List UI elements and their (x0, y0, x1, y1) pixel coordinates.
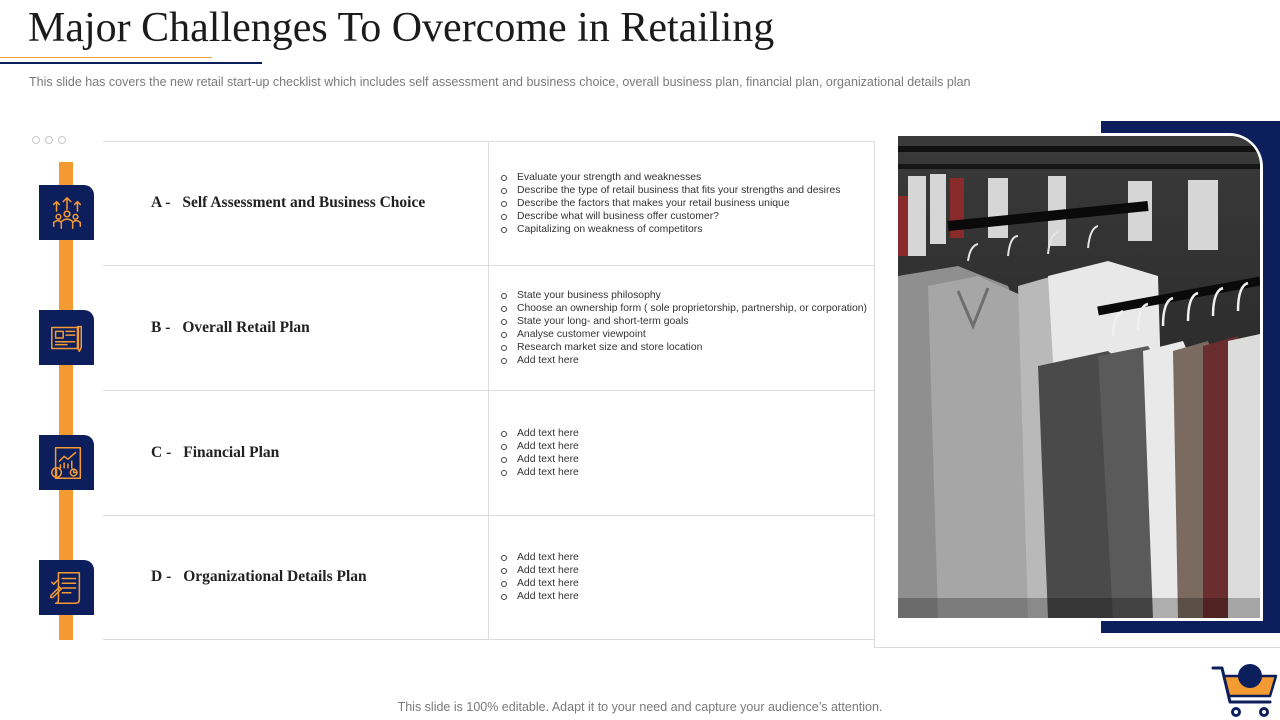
table-row (103, 515, 875, 640)
list-item: Add text here (499, 440, 869, 453)
footer-note: This slide is 100% editable. Adapt it to your need and capture your audience’s attention. (397, 700, 883, 714)
financial-report-icon (39, 435, 94, 490)
list-item: Add text here (499, 453, 869, 466)
teamwork-growth-icon (39, 185, 94, 240)
list-item: Evaluate your strength and weaknesses (499, 171, 869, 184)
clothing-rack-photo (895, 133, 1263, 621)
list-item: Describe what will business offer customer? (499, 210, 869, 223)
row-letter: A - (151, 194, 171, 211)
row-label: Financial Plan (183, 444, 280, 461)
row-letter: C - (151, 444, 172, 461)
decorative-dots (32, 136, 66, 144)
list-item: Analyse customer viewpoint (499, 328, 869, 341)
list-item: Add text here (499, 577, 869, 590)
bullet-list (499, 266, 869, 390)
list-item: Add text here (499, 466, 869, 479)
list-item: Choose an ownership form ( sole proprietorship, partnership, or corporation) (499, 302, 869, 315)
table-row (103, 391, 875, 516)
list-item: State your long- and short-term goals (499, 315, 869, 328)
list-item: Add text here (499, 551, 869, 564)
list-item: Add text here (499, 354, 869, 367)
list-item: Describe the factors that makes your retail business unique (499, 197, 869, 210)
page-title: Major Challenges To Overcome in Retailing (28, 5, 775, 51)
blueprint-plan-icon (39, 310, 94, 365)
list-item: Add text here (499, 427, 869, 440)
list-item: State your business philosophy (499, 289, 869, 302)
list-item: Add text here (499, 564, 869, 577)
list-item: Research market size and store location (499, 341, 869, 354)
checklist-document-icon (39, 560, 94, 615)
row-label: Overall Retail Plan (182, 319, 310, 336)
bullet-list (499, 515, 869, 639)
table-row (103, 266, 875, 391)
shopping-cart-icon (1210, 660, 1280, 720)
bullet-list (499, 141, 869, 265)
list-item: Capitalizing on weakness of competitors (499, 223, 869, 236)
title-underline-gold (0, 57, 212, 58)
row-letter: B - (151, 319, 171, 336)
row-letter: D - (151, 568, 172, 585)
row-label: Organizational Details Plan (183, 568, 367, 585)
list-item: Describe the type of retail business that fits your strengths and desires (499, 184, 869, 197)
list-item: Add text here (499, 590, 869, 603)
frame-line (874, 647, 1280, 648)
frame-line (874, 141, 875, 648)
title-underline-navy (0, 62, 262, 64)
row-label: Self Assessment and Business Choice (182, 194, 426, 211)
table-row (103, 141, 875, 266)
subtitle: This slide has covers the new retail start-up checklist which includes self assessment and business choice, overall business plan, financial plan, organizational details plan (29, 75, 971, 89)
bullet-list (499, 391, 869, 515)
